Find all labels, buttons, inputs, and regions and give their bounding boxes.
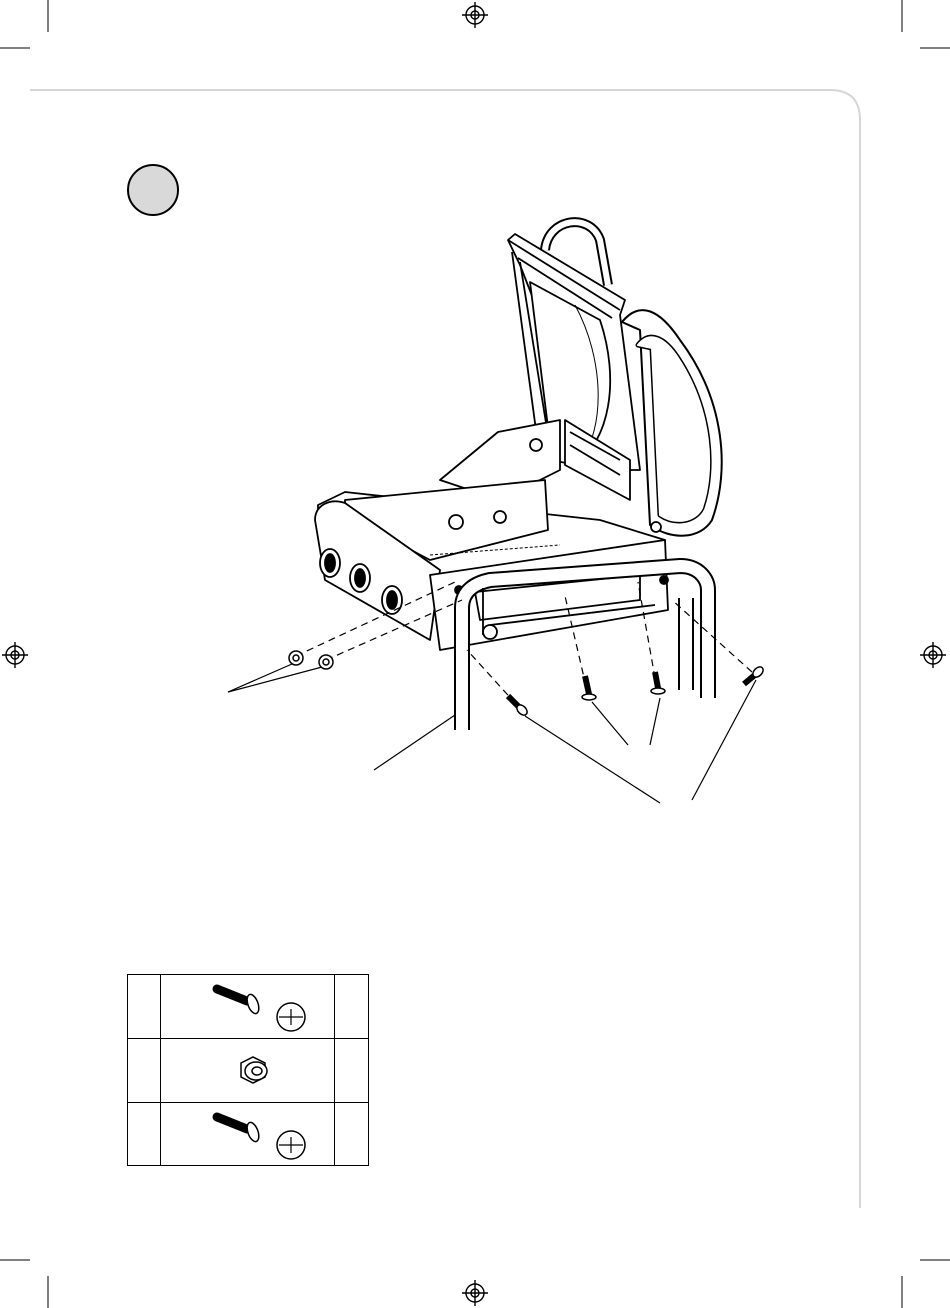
hardware-row-3-qty: [335, 1103, 368, 1165]
hardware-row-1-part: [161, 975, 335, 1039]
flange-nut-icon: [161, 1039, 336, 1103]
hardware-row-2-qty: [335, 1039, 368, 1103]
phillips-bolt-icon: [161, 1103, 336, 1167]
registration-mark-icon: [920, 642, 946, 668]
registration-mark-icon: [462, 2, 488, 28]
phillips-bolt-icon: [508, 665, 765, 717]
hardware-row-2-id: [128, 1039, 161, 1103]
step-number-badge: [127, 164, 179, 216]
hardware-row-1-id: [128, 975, 161, 1039]
callout-lines: [228, 664, 756, 803]
hardware-table: [127, 974, 369, 1166]
registration-mark-icon: [2, 642, 28, 668]
hardware-row-3-part: [161, 1103, 335, 1165]
phillips-bolt-icon: [161, 975, 336, 1039]
hardware-row-2-part: [161, 1039, 335, 1103]
hardware-row-3-id: [128, 1103, 161, 1165]
registration-mark-icon: [462, 1280, 488, 1306]
grill-illustration: [315, 222, 722, 730]
flange-nut-icon: [289, 651, 333, 669]
hardware-row-1-qty: [335, 975, 368, 1039]
